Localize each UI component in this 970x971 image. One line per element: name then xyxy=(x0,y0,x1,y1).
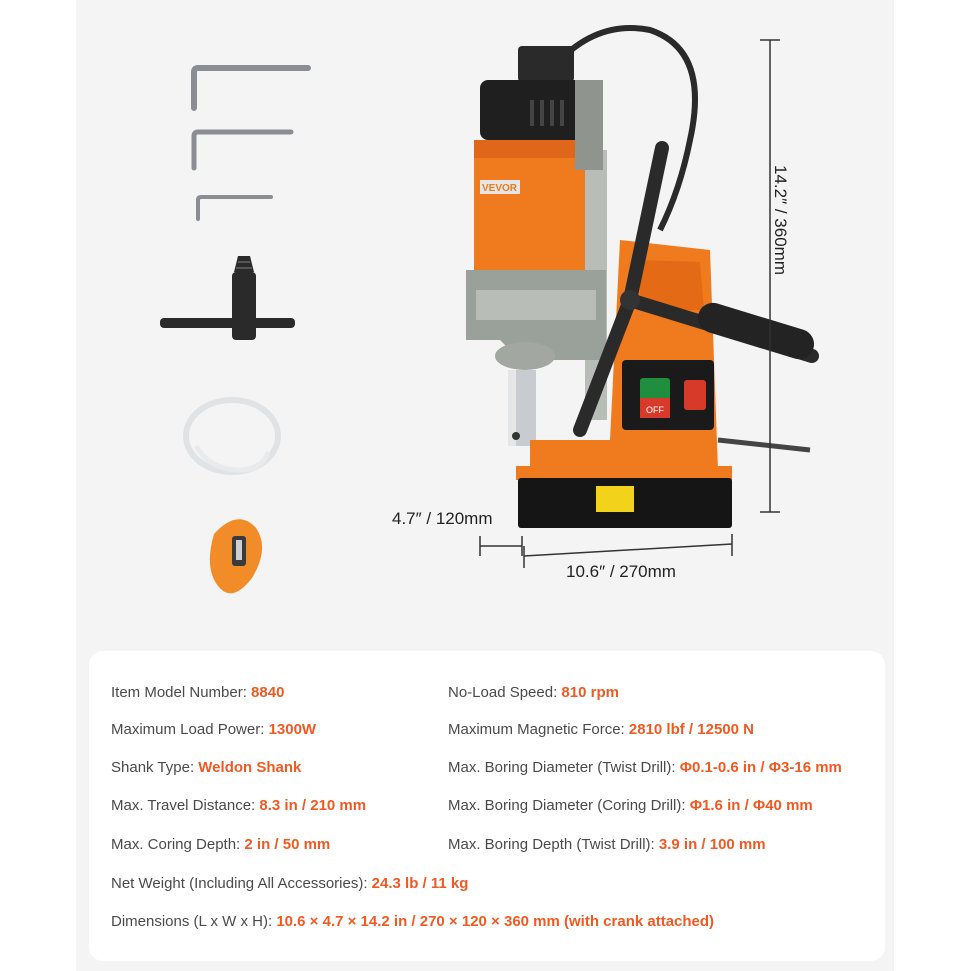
spec-value: Weldon Shank xyxy=(198,759,302,776)
hex-key-small-icon xyxy=(198,197,271,219)
chuck-key-icon xyxy=(160,256,295,340)
spec-value: 2810 lbf / 12500 N xyxy=(628,721,754,738)
spec-coring-diameter xyxy=(448,797,813,814)
spec-value: 2 in / 50 mm xyxy=(244,836,331,853)
hex-key-medium-icon xyxy=(194,132,291,168)
coolant-tube-icon xyxy=(186,400,278,472)
spec-label: Maximum Magnetic Force: xyxy=(448,721,629,738)
spec-value: 8.3 in / 210 mm xyxy=(259,797,367,814)
spec-magnetic-force xyxy=(448,721,754,738)
spec-label: Max. Coring Depth: xyxy=(111,836,245,853)
height-dimension-label: 14.2″ / 360mm xyxy=(771,165,790,275)
height-dimension-line xyxy=(760,40,780,512)
spec-shank xyxy=(111,759,301,776)
spec-label: Net Weight (Including All Accessories): xyxy=(111,875,372,892)
spec-label: Max. Boring Diameter (Coring Drill): xyxy=(448,797,690,814)
magnetic-drill-press xyxy=(466,28,818,528)
brand-logo: VEVOR xyxy=(482,183,518,194)
spec-twist-depth xyxy=(448,836,766,853)
spec-value: 10.6 × 4.7 × 14.2 in / 270 × 120 × 360 mm (with crank attached) xyxy=(276,913,715,930)
spec-model xyxy=(111,684,284,701)
spec-label: Max. Boring Depth (Twist Drill): xyxy=(448,836,659,853)
spec-label: Dimensions (L x W x H): xyxy=(111,913,277,930)
safety-strap-icon xyxy=(210,519,262,593)
spec-value: 1300W xyxy=(268,721,317,738)
spec-value: 24.3 lb / 11 kg xyxy=(371,875,469,892)
spec-value: 810 rpm xyxy=(561,684,619,701)
spec-label: Max. Boring Diameter (Twist Drill): xyxy=(448,759,680,776)
spec-label: Max. Travel Distance: xyxy=(111,797,260,814)
spec-travel xyxy=(111,797,366,814)
spec-coring-depth xyxy=(111,836,330,853)
spec-value: Φ0.1-0.6 in / Φ3-16 mm xyxy=(679,759,842,776)
depth-dimension-line xyxy=(480,536,522,556)
spec-speed xyxy=(448,684,619,701)
spec-power xyxy=(111,721,316,738)
spec-label: Shank Type: xyxy=(111,759,199,776)
width-dimension-label: 10.6″ / 270mm xyxy=(566,562,676,581)
hex-key-large-icon xyxy=(194,68,308,108)
spec-dimensions xyxy=(111,913,714,930)
spec-twist-diameter xyxy=(448,759,842,776)
spec-value: 3.9 in / 100 mm xyxy=(658,836,766,853)
off-switch-label: OFF xyxy=(646,405,664,415)
depth-dimension-label: 4.7″ / 120mm xyxy=(392,509,493,528)
spec-label: Item Model Number: xyxy=(111,684,252,701)
spec-weight xyxy=(111,875,468,892)
spec-label: Maximum Load Power: xyxy=(111,721,269,738)
spec-label: No-Load Speed: xyxy=(448,684,562,701)
spec-card xyxy=(89,651,885,961)
spec-value: Φ1.6 in / Φ40 mm xyxy=(689,797,813,814)
spec-value: 8840 xyxy=(251,684,285,701)
